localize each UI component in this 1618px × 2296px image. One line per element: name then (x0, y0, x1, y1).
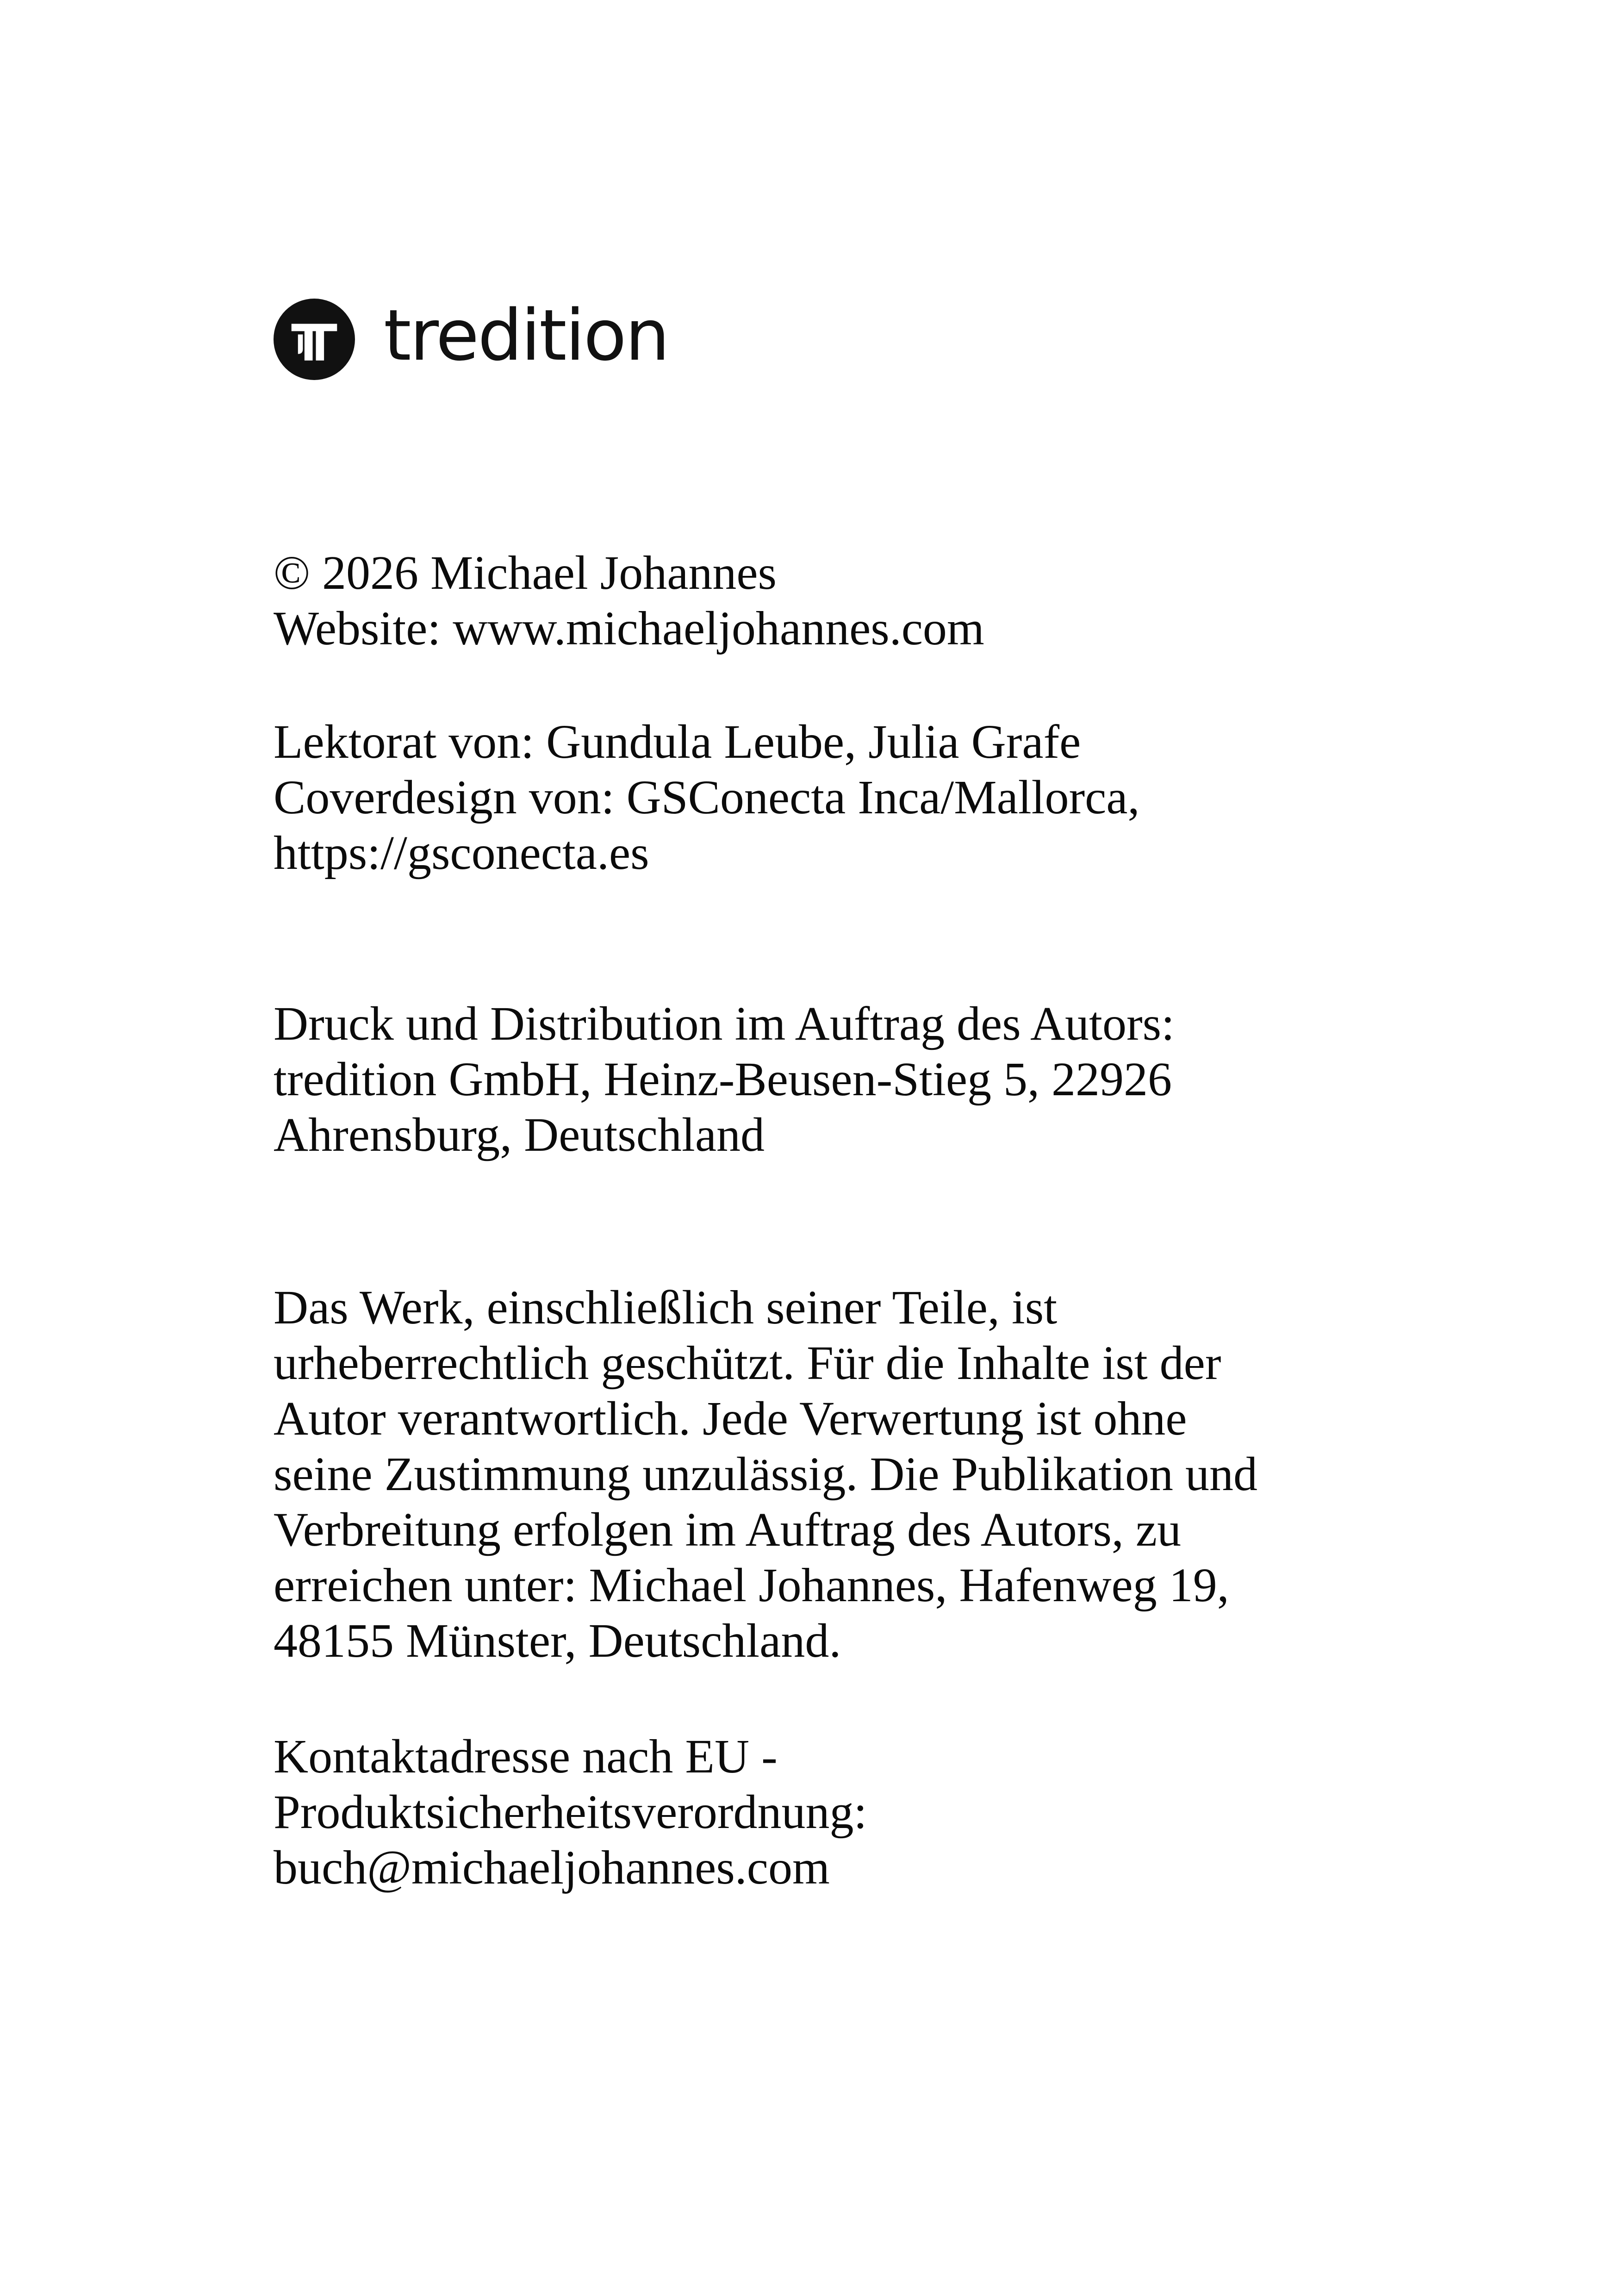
contact-block (274, 1729, 867, 1896)
print-distribution-line: tredition GmbH, Heinz-Beusen-Stieg 5, 22926 (274, 1053, 1172, 1106)
cover-design-url-line: https://gsconecta.es (274, 826, 649, 880)
copyright-notice-line: Autor verantwortlich. Jede Verwertung ist ohne (274, 1392, 1187, 1445)
copyright-notice-line: Verbreitung erfolgen im Auftrag des Autors, zu (274, 1503, 1182, 1556)
credits-block (274, 714, 1140, 881)
copyright-notice-line: seine Zustimmung unzulässig. Die Publikation und (274, 1447, 1258, 1501)
copyright-line: © 2026 Michael Johannes (274, 546, 777, 599)
copyright-notice-line: erreichen unter: Michael Johannes, Hafenweg 19, (274, 1559, 1229, 1612)
copyright-notice-line: urheberrechtlich geschützt. Für die Inhalte ist der (274, 1336, 1221, 1390)
print-distribution-line: Ahrensburg, Deutschland (274, 1108, 765, 1161)
publisher-logo (274, 294, 669, 380)
tredition-logo-mark-icon (274, 299, 355, 380)
print-distribution-line: Druck und Distribution im Auftrag des Autors: (274, 997, 1175, 1050)
copyright-notice-line: 48155 Münster, Deutschland. (274, 1614, 841, 1667)
publisher-wordmark: tredition (384, 294, 669, 376)
copyright-notice-line: Das Werk, einschließlich seiner Teile, ist (274, 1281, 1058, 1334)
copyright-block (274, 545, 984, 656)
editing-credit-line: Lektorat von: Gundula Leube, Julia Grafe (274, 715, 1081, 768)
copyright-notice-block (274, 1280, 1257, 1669)
contact-email-line: buch@michaeljohannes.com (274, 1841, 830, 1894)
contact-line: Produktsicherheitsverordnung: (274, 1785, 867, 1839)
cover-design-credit-line: Coverdesign von: GSConecta Inca/Mallorca, (274, 771, 1140, 824)
contact-line: Kontaktadresse nach EU - (274, 1730, 778, 1783)
print-distribution-block (274, 996, 1175, 1163)
website-line: Website: www.michaeljohannes.com (274, 602, 984, 655)
